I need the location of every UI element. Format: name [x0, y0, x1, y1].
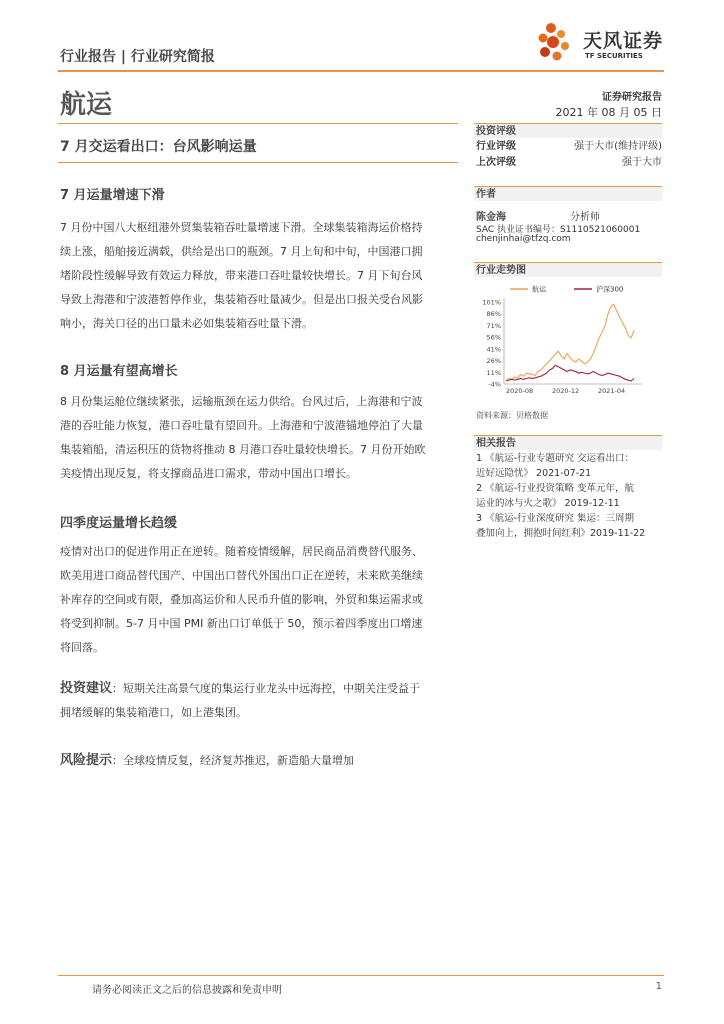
report-date: 2021 年 08 月 05 日	[555, 106, 662, 119]
body-line: 集装箱船，清运积压的货物将推动 8 月港口吞吐量较快增长。7 月份开始欧	[60, 443, 426, 456]
title-divider-bottom	[58, 162, 458, 163]
y-tick-label: 11%	[486, 368, 501, 377]
related-report-1[interactable]	[476, 451, 664, 481]
x-tick-label: 2020-08	[506, 387, 534, 395]
body-line: 将回落。	[60, 641, 104, 654]
risk-warning	[60, 749, 458, 773]
body-line: 续上涨，船舶接近满载，供给是出口的瓶颈。7 月上旬和中旬，中国港口拥	[60, 245, 423, 258]
legend-label-1: 航运	[532, 285, 546, 294]
y-tick-label: 101%	[482, 298, 501, 307]
related-line: 运业的冰与火之歌》 2019-12-11	[476, 498, 620, 509]
body-line: 美疫情出现反复，将支撑商品进口需求，带动中国出口增长。	[60, 467, 357, 480]
y-tick-label: 71%	[486, 321, 501, 330]
advice-text-line2: 拥堵缓解的集装箱港口，如上港集团。	[60, 706, 247, 719]
company-logo	[533, 20, 673, 70]
section-body-1	[60, 216, 458, 336]
related-report-3[interactable]	[476, 511, 664, 541]
chart-source: 资料来源：贝格数据	[476, 411, 548, 420]
logo-chinese-text: 天风证券	[583, 30, 664, 52]
report-type: 证券研究报告	[602, 92, 662, 103]
prev-rating-label: 上次评级	[476, 157, 516, 168]
body-line: 导致上海港和宁波港暂停作业，集装箱吞吐量减少。但是出口报关受台风影	[60, 293, 423, 306]
y-tick-label: 26%	[486, 357, 501, 366]
risk-text: ：全球疫情反复，经济复苏推迟，新造船大量增加	[112, 754, 355, 767]
related-line: 近好远隐忧》 2021-07-21	[476, 468, 592, 479]
y-tick-label: 41%	[486, 345, 501, 354]
related-line: 叠加向上，拥抱时间红利》2019-11-22	[476, 528, 646, 539]
report-category: 行业报告 | 行业研究简报	[60, 49, 215, 65]
trend-chart	[474, 280, 664, 405]
x-tick-label: 2020-12	[552, 387, 580, 395]
body-line: 疫情对出口的促进作用正在逆转。随着疫情缓解，居民商品消费替代服务、	[60, 545, 423, 558]
advice-label: 投资建议	[60, 681, 113, 696]
page-number: 1	[655, 981, 662, 992]
rating-value: 强于大市(维持评级)	[574, 141, 662, 152]
body-line: 港的吞吐能力恢复，港口吞吐量有望回升。上海港和宁波港锚地停泊了大量	[60, 419, 423, 432]
advice-text: ：短期关注高景气度的集运行业龙头中远海控，中期关注受益于	[112, 682, 421, 695]
legend-label-2: 沪深300	[596, 285, 624, 294]
logo-english-text: TF SECURITIES	[585, 52, 643, 60]
y-tick-label: 56%	[486, 333, 501, 342]
footer-disclaimer: 请务必阅读正文之后的信息披露和免责申明	[92, 985, 282, 996]
body-line: 响小，海关口径的出口量未必如集装箱吞吐量下滑。	[60, 317, 313, 330]
section-body-2	[60, 390, 458, 486]
section-heading-3: 四季度运量增长趋缓	[60, 516, 178, 531]
y-tick-label: -4%	[488, 380, 501, 389]
report-title: 7 月交运看出口：台风影响运量	[60, 139, 257, 155]
related-heading: 相关报告	[474, 435, 662, 450]
investment-advice	[60, 677, 458, 725]
trend-chart-svg	[474, 280, 664, 405]
x-tick-label: 2021-04	[598, 387, 626, 395]
section-body-3	[60, 540, 458, 660]
section-heading-2: 8 月运量有望高增长	[60, 364, 178, 379]
body-line: 补库存的空间或有限，叠加高运价和人民币升值的影响，外贸和集运需求或	[60, 593, 423, 606]
section-heading-1: 7 月运量增速下滑	[60, 188, 165, 203]
footer-divider	[58, 975, 664, 976]
series-line-2	[506, 365, 634, 381]
related-line: 2 《航运-行业投资策略 变革元年，航	[476, 483, 635, 494]
author-heading: 作者	[474, 186, 662, 201]
author-title: 分析师	[570, 212, 600, 223]
sector-name: 航运	[60, 90, 113, 120]
rating-label: 行业评级	[476, 141, 516, 152]
rating-row	[476, 140, 662, 154]
author-email[interactable]: chenjinhai@tfzq.com	[476, 234, 571, 244]
related-report-2[interactable]	[476, 481, 664, 511]
author-sac-number: SAC 执业证书编号：S1110521060001	[476, 225, 641, 235]
header-divider	[58, 70, 664, 72]
body-line: 欧美用进口商品替代国产、中国出口替代外国出口正在逆转，未来欧美继续	[60, 569, 423, 582]
body-line: 堵阶段性缓解导致有效运力释放，带来港口吞吐量较快增长。7 月下旬台风	[60, 269, 423, 282]
author-name: 陈金海	[476, 212, 506, 223]
body-line: 8 月份集运舱位继续紧张，运输瓶颈在运力供给。台风过后，上海港和宁波	[60, 395, 423, 408]
y-tick-label: 86%	[486, 310, 501, 319]
title-divider-top	[58, 123, 458, 124]
trend-heading: 行业走势图	[474, 262, 662, 277]
risk-label: 风险提示	[60, 753, 113, 768]
related-line: 1 《航运-行业专题研究 交运看出口：	[476, 453, 635, 464]
logo-mark-icon	[533, 20, 579, 66]
body-line: 7 月份中国八大枢纽港外贸集装箱吞吐量增速下滑。全球集装箱海运价格持	[60, 221, 423, 234]
prev-rating-row	[476, 156, 662, 170]
body-line: 将受到抑制。5-7 月中国 PMI 新出口订单低于 50，预示着四季度出口增速	[60, 617, 423, 630]
prev-rating-value: 强于大市	[622, 157, 662, 168]
rating-heading: 投资评级	[474, 123, 662, 138]
related-line: 3 《航运-行业深度研究 集运：三周期	[476, 513, 635, 524]
